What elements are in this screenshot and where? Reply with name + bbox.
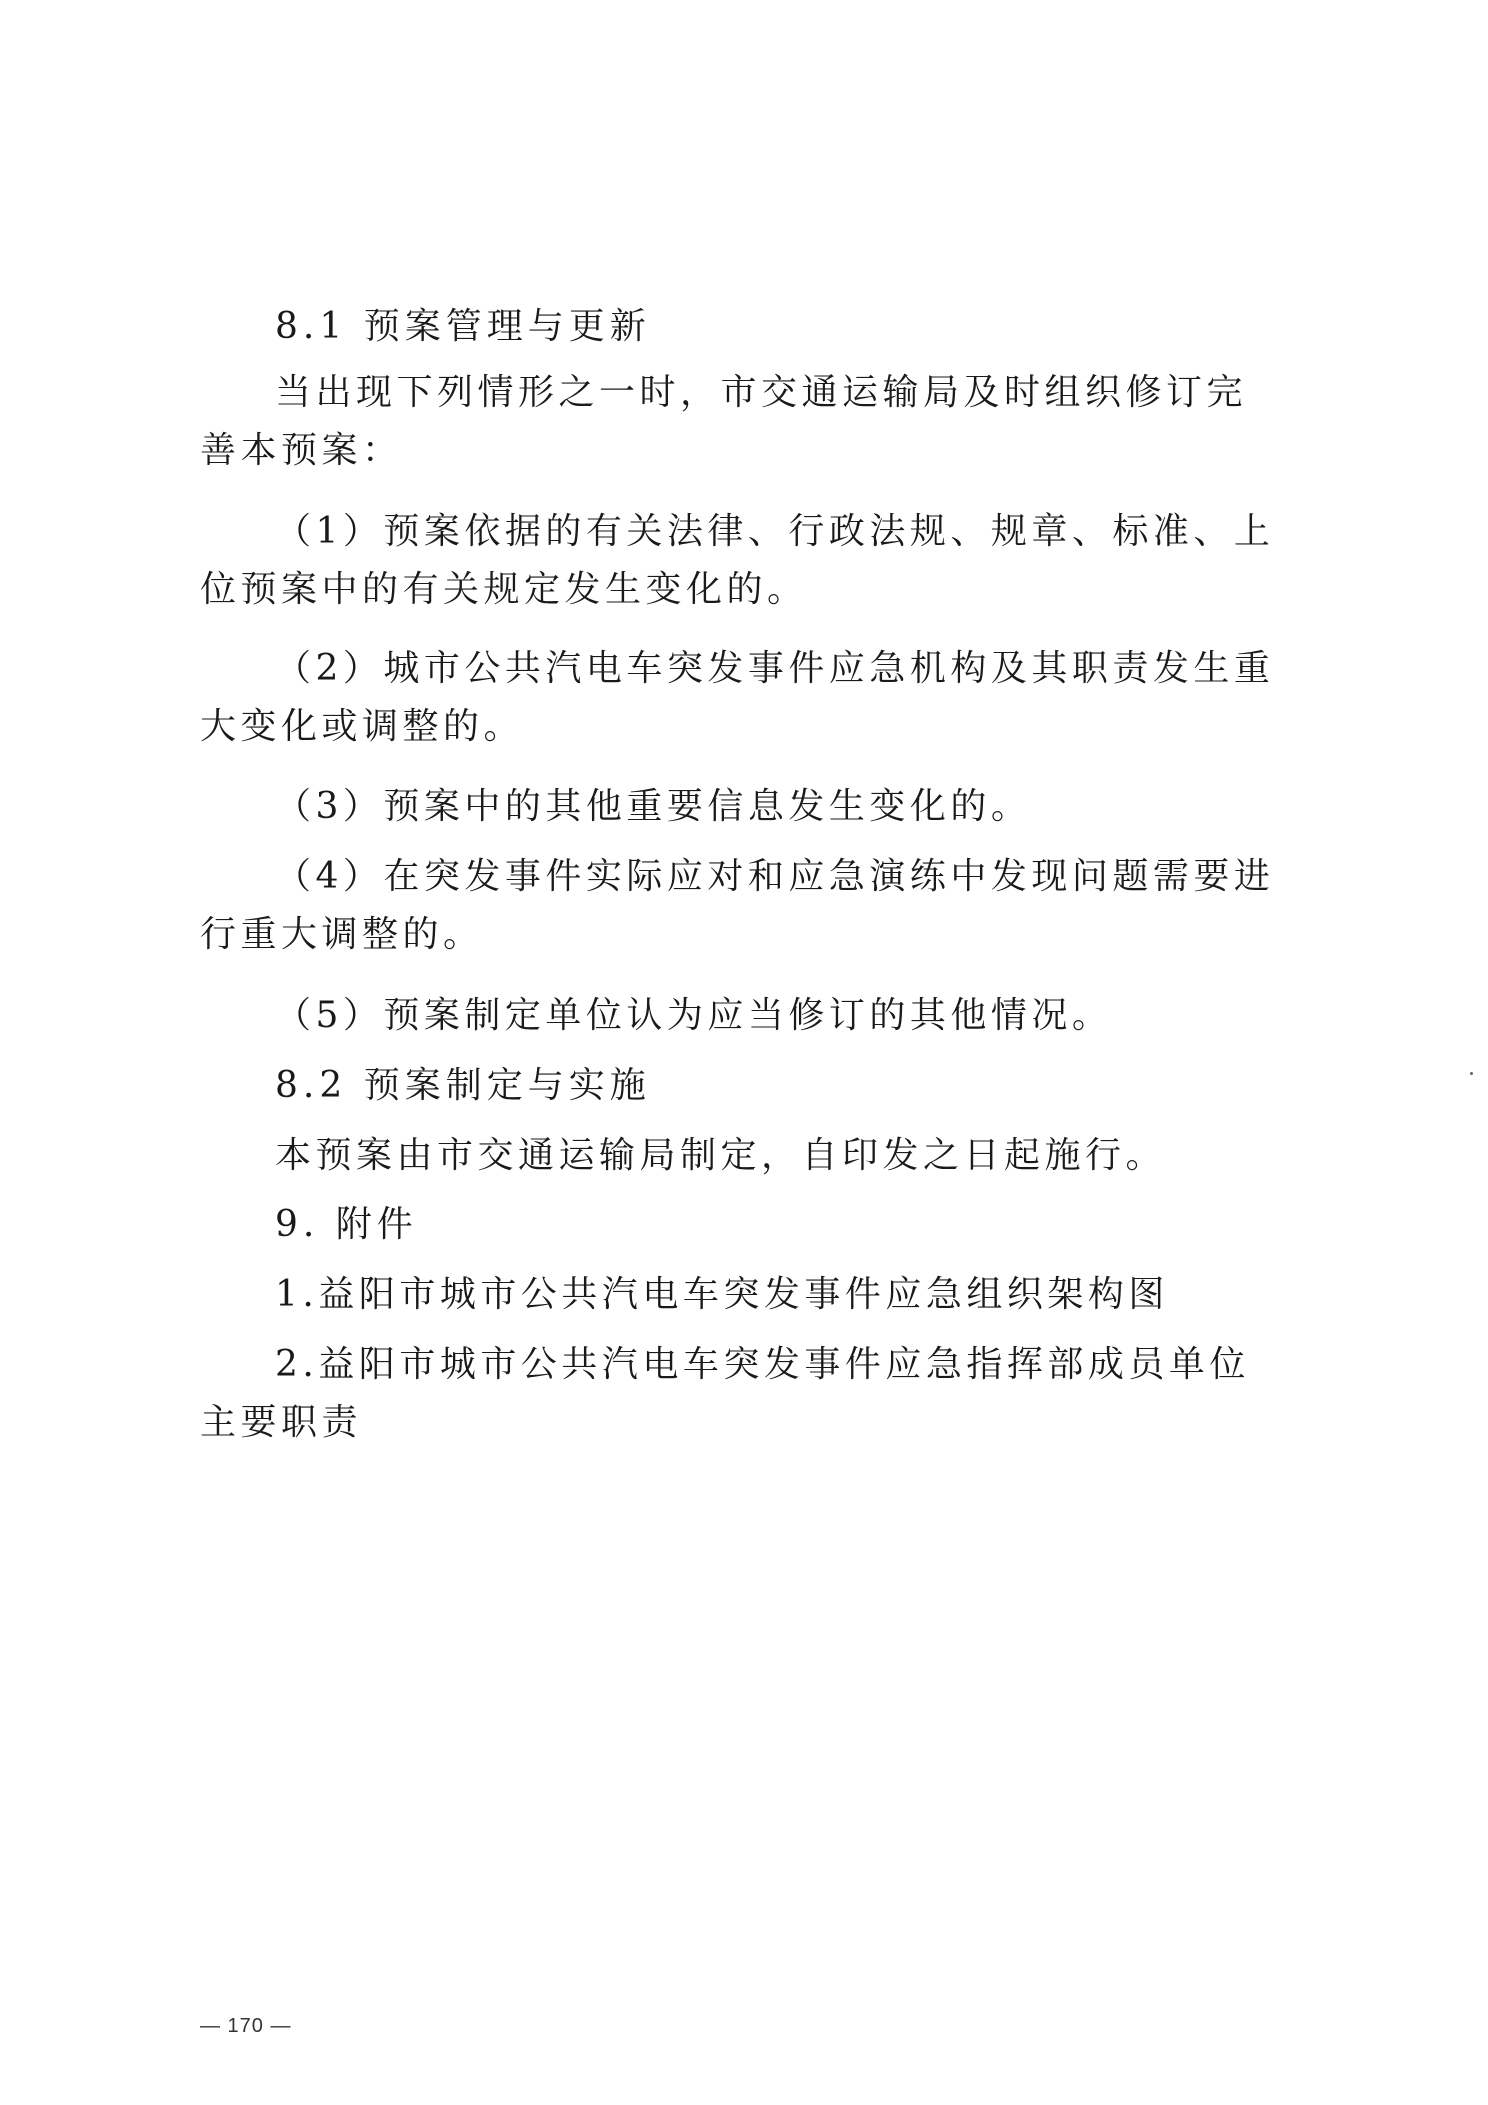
section-heading-8-2: 8.2 预案制定与实施	[275, 1065, 651, 1106]
item-5: （5）预案制定单位认为应当修订的其他情况。	[275, 995, 1113, 1036]
item-1: （1）预案依据的有关法律、行政法规、规章、标准、上位预案中的有关规定发生变化的。	[200, 511, 1275, 611]
section-heading-9: 9. 附件	[275, 1204, 418, 1245]
para-8-2: 本预案由市交通运输局制定，自印发之日起施行。	[275, 1135, 1167, 1176]
page-number: — 170 —	[200, 2015, 292, 2037]
item-2: （2）城市公共汽电车突发事件应急机构及其职责发生重大变化或调整的。	[200, 648, 1275, 748]
section-heading-8-1: 8.1 预案管理与更新	[275, 306, 651, 347]
item-3: （3）预案中的其他重要信息发生变化的。	[275, 786, 1032, 827]
item-4: （4）在突发事件实际应对和应急演练中发现问题需要进行重大调整的。	[200, 856, 1275, 956]
para-intro: 当出现下列情形之一时，市交通运输局及时组织修订完善本预案：	[200, 372, 1248, 472]
attachment-1: 1.益阳市城市公共汽电车突发事件应急组织架构图	[275, 1274, 1169, 1315]
attachment-2: 2.益阳市城市公共汽电车突发事件应急指挥部成员单位主要职责	[200, 1344, 1250, 1444]
scan-speck	[1470, 1072, 1473, 1075]
